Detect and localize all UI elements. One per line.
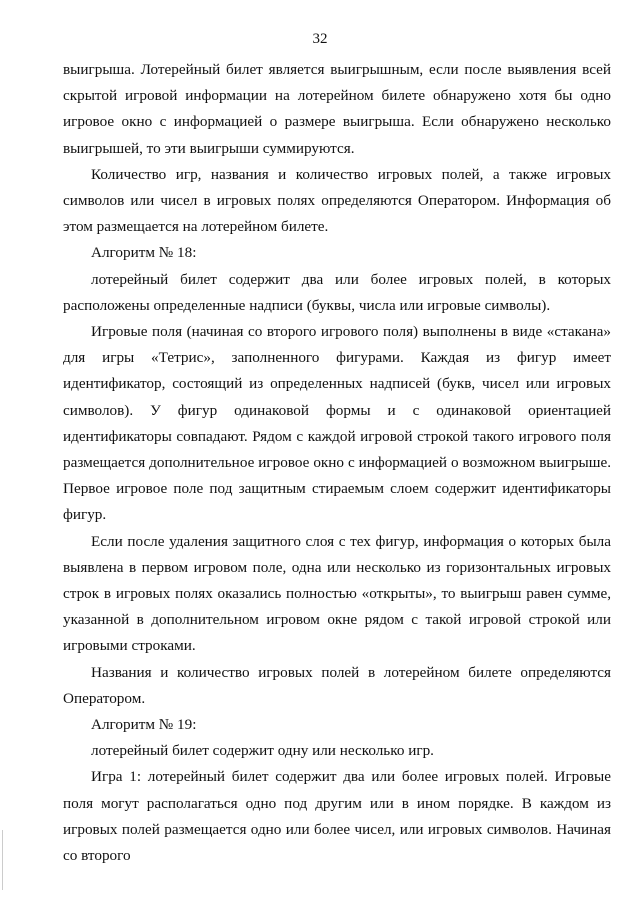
algorithm-19-description: лотерейный билет содержит одну или несколько игр. [91,742,434,760]
algorithm-18-heading: Алгоритм № 18: [91,244,197,262]
page-number: 32 [312,31,328,47]
paragraph-continuation: выигрыша. Лотерейный билет является выигрышным, если после выявления всей скрытой игровой информации на лотерейном билете обнаружено хотя бы одно игровое окно с информацией о размере выигрыша. Если обнаружено несколько выигрышей, то эти выигрыши суммируются. [63,61,611,157]
algorithm-18-description: лотерейный билет содержит два или более игровых полей, в которых расположены определенные надписи (буквы, числа или игровые символы). [63,270,611,314]
scan-edge-mark [2,830,3,890]
paragraph-game-count: Количество игр, названия и количество игровых полей, а также игровых символов или чисел в игровых полях определяются Оператором. Информация об этом размещается на лотерейном билете. [63,165,611,236]
paragraph-game-1: Игра 1: лотерейный билет содержит два или более игровых полей. Игровые поля могут располагаться одно под другим или в ином порядке. В каждом из игровых полей размещается одно или более чисел, или игровых символов. Начиная со второго [63,768,611,865]
paragraph-tetris-fields: Игровые поля (начиная со второго игрового поля) выполнены в виде «стакана» для игры «Тетрис», заполненного фигурами. Каждая из фигур имеет идентификатор, состоящий из определенных надписей (букв, чисел или игровых символов). У фигур одинаковой формы и с одинаковой ориентацией идентификаторы совпадают. Рядом с каждой игровой строкой такого игрового поля размещается дополнительное игровое окно с информацией о возможном выигрыше. Первое игровое поле под защитным стираемым слоем содержит идентификаторы фигур. [63,323,611,524]
document-body [63,57,611,869]
paragraph-win-condition: Если после удаления защитного слоя с тех фигур, информация о которых была выявлена в первом игровом поле, одна или несколько из горизонтальных игровых строк в игровых полях оказались полностью «открыты», то выигрыш равен сумме, указанной в дополнительном игровом окне рядом с такой игровой строкой или игровыми строками. [63,532,611,655]
paragraph-field-names: Названия и количество игровых полей в лотерейном билете определяются Оператором. [63,663,611,707]
algorithm-19-heading: Алгоритм № 19: [91,716,197,734]
